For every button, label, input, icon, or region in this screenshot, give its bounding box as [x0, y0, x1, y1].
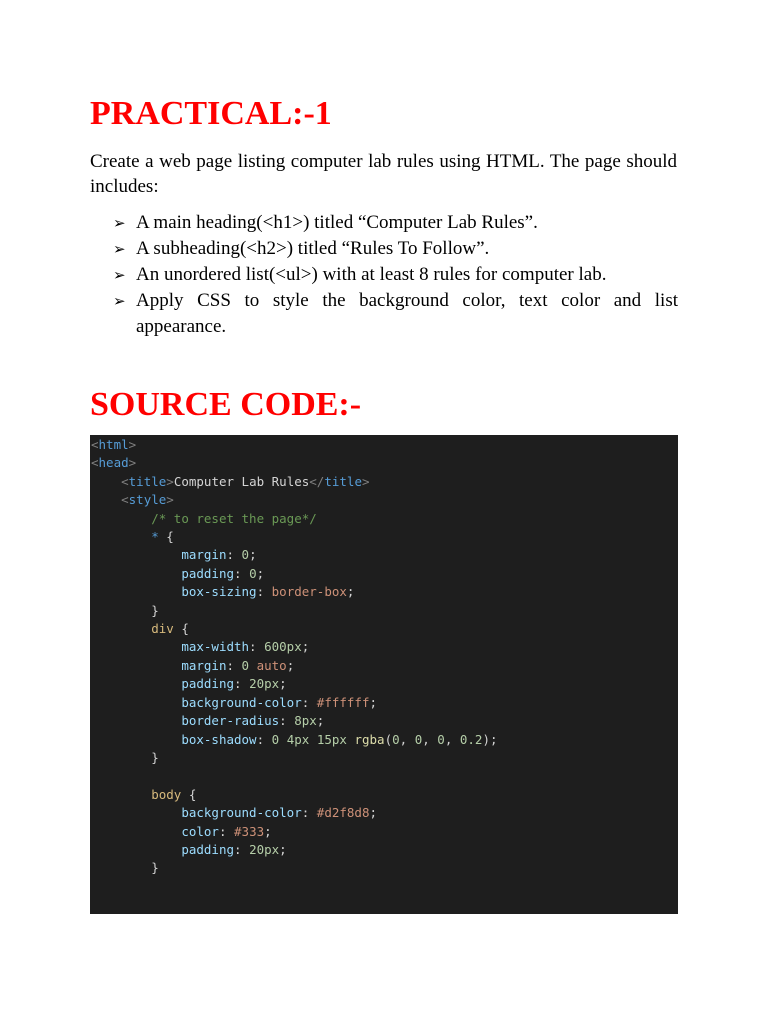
code-token: background-color — [181, 694, 302, 710]
code-token: padding — [181, 841, 234, 857]
code-token: 15px — [316, 731, 347, 747]
arrow-bullet-icon: ➢ — [113, 214, 126, 232]
code-token: margin — [181, 547, 227, 563]
code-token: ; — [264, 823, 272, 839]
code-token: padding — [181, 676, 234, 692]
code-token: : — [234, 676, 250, 692]
code-block — [90, 435, 678, 914]
code-line — [91, 638, 678, 656]
code-token: ; — [301, 639, 310, 655]
code-line — [91, 565, 678, 583]
code-line — [91, 436, 678, 454]
code-token: 4px — [286, 731, 310, 747]
requirement-text: A subheading(<h2>) titled “Rules To Follow”. — [136, 238, 490, 259]
code-token: } — [91, 749, 159, 765]
code-token: border-radius — [181, 713, 280, 729]
requirement-text: A main heading(<h1>) titled “Computer Lab Rules”. — [136, 212, 538, 233]
code-token: > — [166, 473, 174, 489]
code-token — [91, 805, 181, 820]
code-token: border-box — [271, 584, 347, 600]
code-token: 0 — [249, 565, 257, 581]
code-token: * — [151, 529, 159, 545]
code-token: { — [173, 621, 189, 637]
code-token: } — [91, 602, 159, 618]
code-token: </ — [309, 473, 325, 489]
code-token: : — [256, 731, 272, 747]
code-line — [91, 657, 678, 675]
code-token: ; — [256, 565, 265, 581]
code-token — [91, 584, 181, 599]
code-token: ); — [482, 731, 498, 747]
code-listing — [90, 435, 678, 878]
code-token: #d2f8d8 — [316, 805, 370, 821]
code-token — [91, 474, 121, 489]
practical-heading: PRACTICAL:-1 — [90, 95, 332, 132]
code-token: ; — [279, 841, 287, 857]
code-token: : — [218, 823, 235, 839]
code-token — [309, 732, 317, 747]
code-token: title — [324, 473, 362, 489]
code-line — [91, 546, 678, 564]
code-token: , — [444, 731, 460, 747]
code-token: : — [279, 713, 295, 729]
code-token: 0 — [241, 657, 250, 673]
code-token: : — [234, 841, 250, 857]
code-token: background-color — [181, 805, 302, 821]
code-line — [91, 454, 678, 472]
arrow-bullet-icon: ➢ — [113, 292, 126, 310]
code-token: < — [121, 473, 129, 489]
code-token: 20px — [249, 841, 280, 857]
code-token: : — [301, 694, 317, 710]
code-token — [91, 658, 181, 673]
code-token: ; — [346, 584, 355, 600]
code-token: ; — [369, 805, 378, 821]
code-token: ( — [384, 731, 393, 747]
code-token — [91, 529, 151, 544]
code-token — [91, 713, 181, 728]
code-token: padding — [181, 565, 234, 581]
code-token: : — [249, 639, 265, 655]
code-token — [91, 621, 151, 636]
code-token: > — [128, 455, 137, 471]
requirement-item — [113, 210, 678, 236]
code-token: #333 — [234, 823, 265, 839]
requirement-item — [113, 236, 678, 262]
code-token: html — [98, 437, 129, 452]
code-token: < — [121, 492, 129, 508]
code-line — [91, 859, 678, 877]
code-line — [91, 712, 678, 730]
code-token: 0 — [241, 547, 250, 563]
code-token — [91, 511, 151, 526]
code-token: 0 — [414, 731, 423, 747]
code-token: : — [234, 565, 250, 581]
code-token — [91, 695, 181, 710]
code-token: > — [128, 437, 137, 452]
code-line — [91, 510, 678, 528]
code-token: 0 — [392, 731, 400, 747]
code-token: { — [158, 529, 174, 545]
code-token: rgba — [354, 731, 385, 747]
code-token — [91, 787, 151, 802]
code-token — [279, 732, 287, 747]
code-token: 0 — [271, 731, 280, 747]
code-line — [91, 749, 678, 767]
code-token: auto — [256, 657, 287, 673]
code-token: 0 — [437, 731, 445, 747]
code-line — [91, 620, 678, 638]
code-line — [91, 491, 678, 509]
code-line — [91, 823, 678, 841]
code-token: div — [151, 621, 174, 637]
requirement-text: An unordered list(<ul>) with at least 8 rules for computer lab. — [136, 264, 607, 285]
code-token — [91, 547, 181, 562]
code-token: head — [98, 455, 129, 471]
requirement-item — [113, 288, 678, 340]
task-description: Create a web page listing computer lab rules using HTML. The page should includes: — [90, 151, 677, 197]
source-code-heading: SOURCE CODE:- — [90, 386, 362, 423]
code-token — [91, 639, 181, 654]
requirement-text: Apply CSS to style the background color, text color and list appearance. — [136, 290, 678, 337]
code-token: ; — [249, 547, 257, 563]
requirements-list — [113, 210, 678, 340]
code-token: { — [181, 786, 197, 802]
code-token — [91, 732, 181, 747]
code-token: max-width — [181, 639, 250, 655]
arrow-bullet-icon: ➢ — [113, 266, 126, 284]
code-token: } — [91, 860, 159, 876]
code-token: 0.2 — [459, 731, 483, 747]
code-token: > — [361, 473, 370, 489]
code-line — [91, 841, 678, 859]
code-token: box-shadow — [181, 731, 257, 747]
code-token: < — [91, 455, 99, 471]
code-line — [91, 602, 678, 620]
code-line — [91, 767, 678, 785]
code-token: 8px — [294, 713, 317, 729]
code-token: : — [301, 805, 317, 821]
code-line — [91, 731, 678, 749]
code-token: > — [166, 492, 174, 508]
code-token: /* to reset the page*/ — [151, 510, 317, 526]
code-token: ; — [286, 657, 295, 673]
code-token: box-sizing — [181, 584, 257, 600]
requirement-item — [113, 262, 678, 288]
code-line — [91, 694, 678, 712]
code-token: < — [91, 437, 99, 452]
code-token — [249, 658, 257, 673]
code-token: style — [128, 492, 167, 508]
code-token — [91, 824, 181, 839]
code-line — [91, 675, 678, 693]
code-line — [91, 786, 678, 804]
code-token — [91, 492, 121, 507]
code-line — [91, 528, 678, 546]
code-token: , — [399, 731, 415, 747]
code-token: title — [128, 473, 167, 489]
code-token: , — [422, 731, 438, 747]
code-token: Computer Lab Rules — [173, 473, 310, 489]
code-line — [91, 473, 678, 491]
code-token: #ffffff — [316, 694, 370, 710]
code-token: ; — [369, 694, 378, 710]
code-line — [91, 583, 678, 601]
code-token: ; — [279, 676, 287, 692]
code-token — [91, 842, 181, 857]
code-token — [91, 676, 181, 691]
code-token: 20px — [249, 676, 280, 692]
code-token: color — [181, 823, 219, 839]
code-token: : — [226, 547, 242, 563]
arrow-bullet-icon: ➢ — [113, 240, 126, 258]
code-token — [91, 566, 181, 581]
code-line — [91, 804, 678, 822]
code-token: : — [256, 584, 272, 600]
code-token: margin — [181, 657, 227, 673]
code-token: 600px — [264, 639, 302, 655]
code-token: body — [151, 786, 182, 802]
code-token: ; — [316, 713, 325, 729]
code-token: : — [226, 657, 242, 673]
